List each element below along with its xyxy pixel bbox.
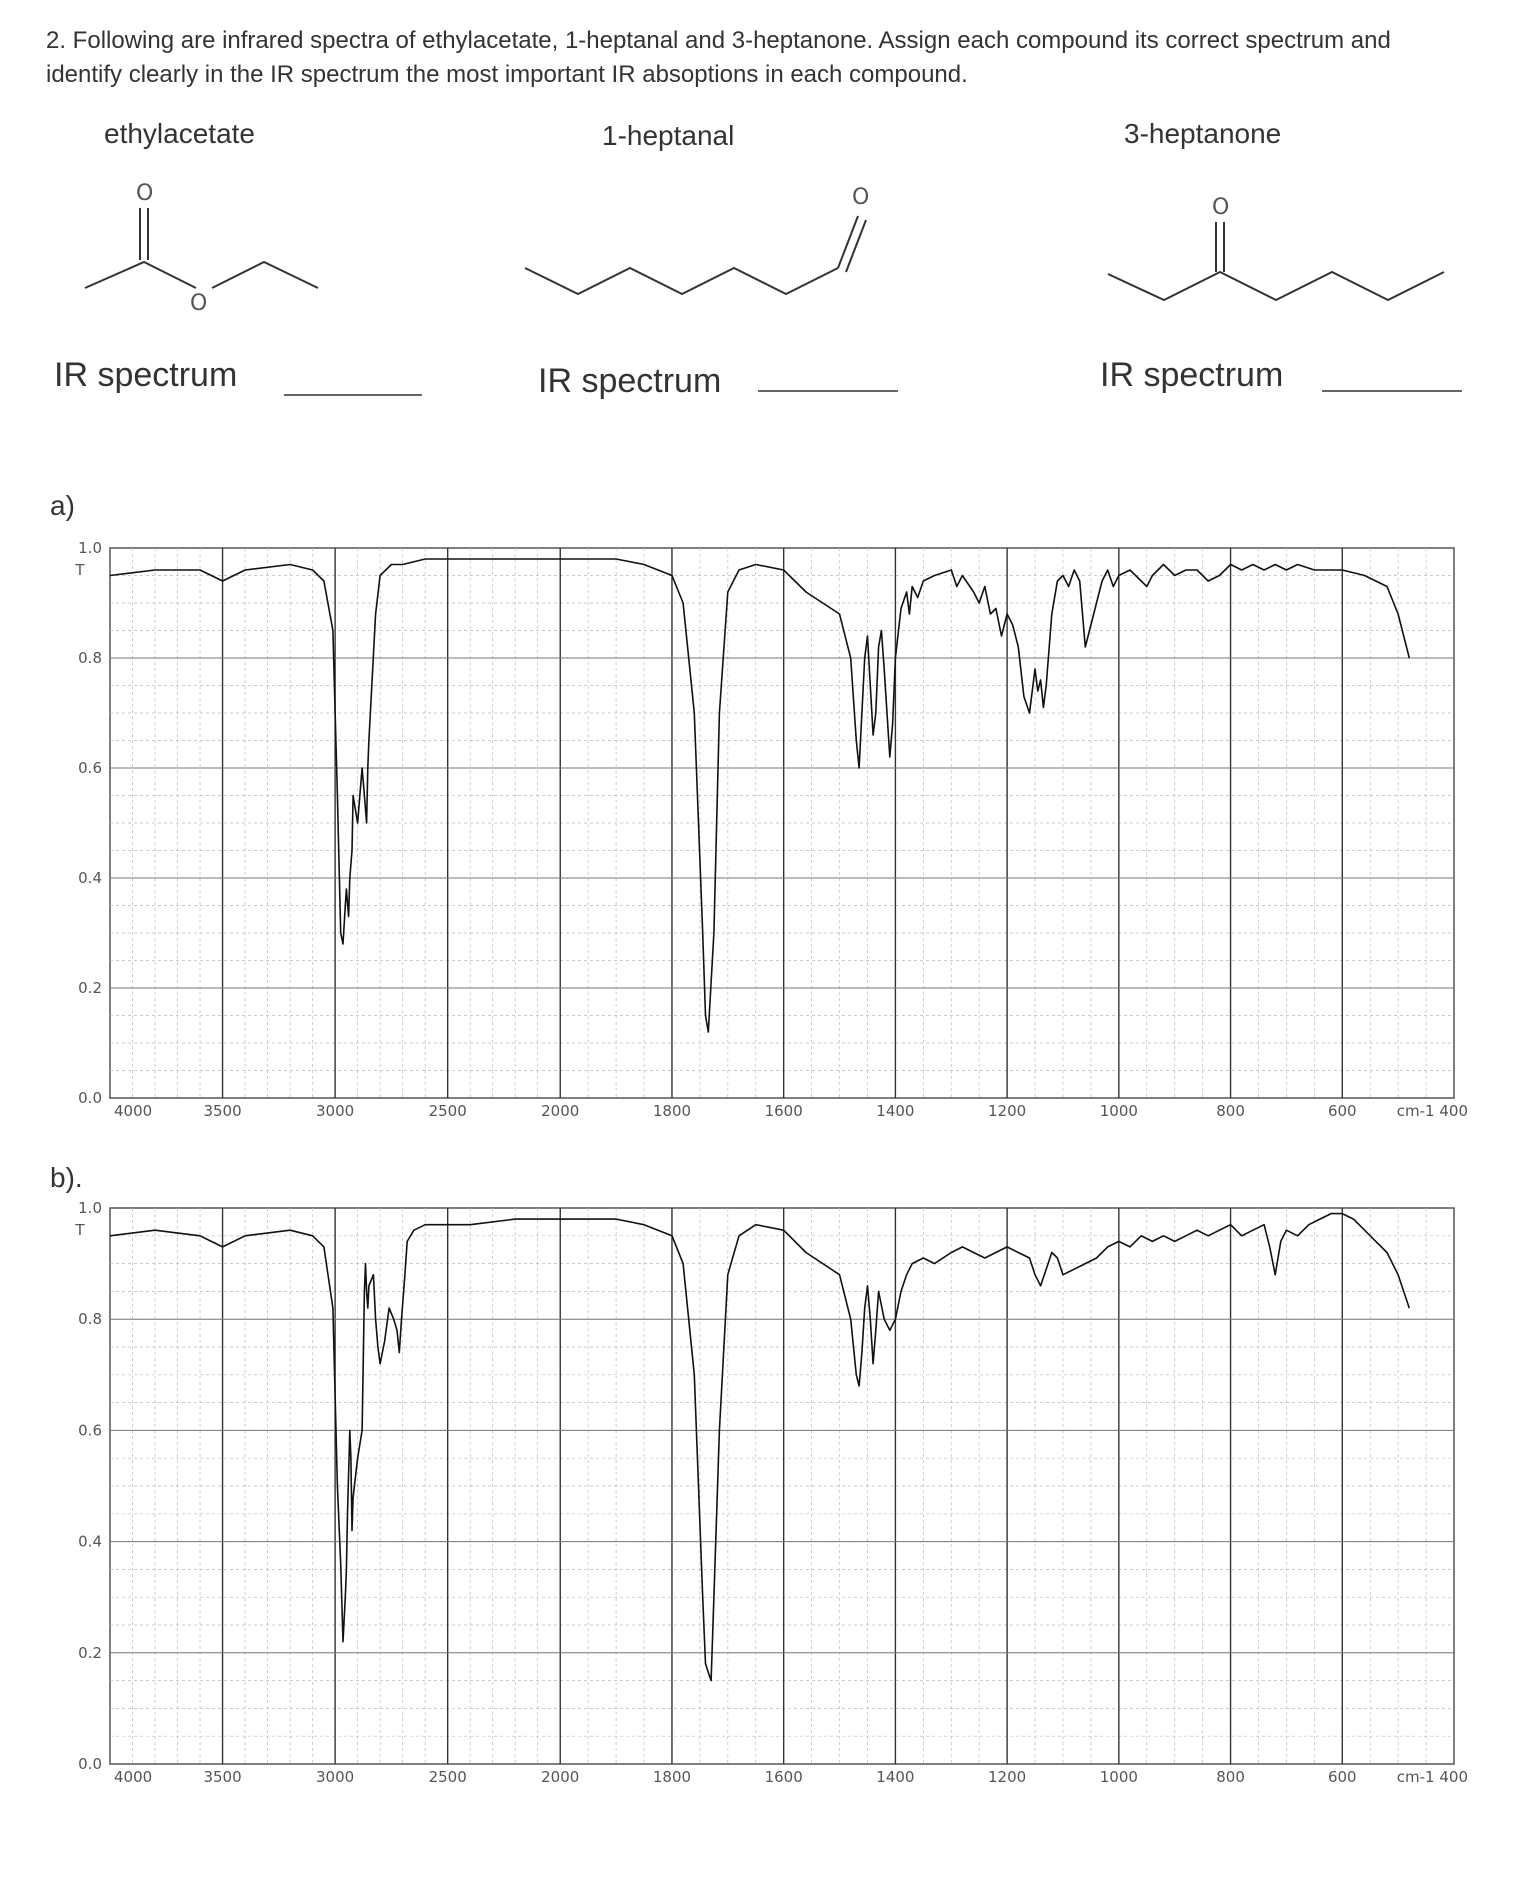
y-tick-label: 0.4 — [78, 1532, 102, 1551]
heptanal-chain — [525, 268, 838, 294]
x-tick-label: 1600 — [764, 1102, 803, 1120]
x-tick-label: 2500 — [428, 1768, 467, 1786]
carbonyl-oxygen-label: O — [136, 181, 154, 206]
y-tick-label: 0.6 — [78, 1421, 102, 1440]
x-axis-end-label: cm-1 400 — [1396, 1102, 1468, 1120]
x-tick-label: 1800 — [652, 1102, 692, 1120]
ester-oxygen-label: O — [190, 291, 208, 316]
x-tick-label: 1000 — [1099, 1102, 1138, 1120]
x-axis-end-label: cm-1 400 — [1396, 1768, 1468, 1786]
x-tick-label: 1000 — [1099, 1768, 1138, 1786]
compound-name-ethylacetate: ethylacetate — [104, 118, 255, 149]
question-text — [46, 24, 1486, 92]
x-tick-label: 3500 — [203, 1768, 242, 1786]
ir-spectrum-a-svg — [48, 536, 1476, 1132]
3-heptanone-structure — [1100, 190, 1460, 320]
x-tick-label: 1600 — [764, 1768, 803, 1786]
ir-label-1-heptanal: IR spectrum — [538, 362, 722, 400]
x-tick-label: 3500 — [203, 1102, 242, 1120]
answer-blank-ethylacetate[interactable] — [284, 394, 422, 396]
y-tick-label: 0.4 — [78, 869, 102, 887]
x-tick-label: 600 — [1327, 1768, 1357, 1786]
aldehyde-oxygen-label: O — [852, 185, 870, 210]
panel-label-b: b). — [50, 1162, 83, 1193]
ir-spectrum-a — [48, 536, 1476, 1132]
y-tick-label: 0.2 — [78, 1643, 102, 1662]
y-tick-label: 0.2 — [78, 979, 102, 997]
x-tick-label: 1200 — [988, 1102, 1027, 1120]
question-line-1: 2. Following are infrared spectra of ethylacetate, 1-heptanal and 3-heptanone. Assign each compound its correct spectrum and — [46, 27, 1391, 54]
1-heptanal-structure — [520, 180, 900, 320]
x-tick-label: 2000 — [541, 1768, 580, 1786]
y-tick-label: 1.0 — [78, 1199, 102, 1217]
x-tick-label: 3000 — [316, 1768, 355, 1786]
ir-spectrum-b-svg — [48, 1196, 1476, 1798]
x-tick-label: 3000 — [316, 1102, 355, 1120]
ir-label-3-heptanone: IR spectrum — [1100, 356, 1284, 394]
x-tick-label: 1200 — [988, 1768, 1027, 1786]
x-tick-label: 800 — [1216, 1102, 1245, 1120]
question-line-2: identify clearly in the IR spectrum the most important IR absoptions in each compound. — [46, 61, 968, 88]
panel-label-a: a) — [50, 490, 75, 521]
y-tick-label: 0.8 — [78, 649, 102, 667]
x-tick-label: 800 — [1216, 1768, 1245, 1786]
x-tick-label: 1800 — [652, 1768, 692, 1786]
y-tick-label: 1.0 — [78, 539, 102, 557]
x-tick-label: 2000 — [541, 1102, 580, 1120]
y-tick-label: 0.0 — [78, 1089, 102, 1107]
y-tick-label: 0.0 — [78, 1755, 102, 1773]
x-tick-label: 4000 — [114, 1768, 153, 1786]
x-tick-label: 4000 — [114, 1102, 153, 1120]
compound-name-1-heptanal: 1-heptanal — [602, 120, 735, 151]
ir-spectrum-b — [48, 1196, 1476, 1798]
compound-name-3-heptanone: 3-heptanone — [1124, 118, 1282, 149]
ethylacetate-structure — [60, 170, 340, 320]
y-tick-label: 0.6 — [78, 759, 102, 777]
ir-label-ethylacetate: IR spectrum — [54, 356, 238, 394]
x-tick-label: 600 — [1327, 1102, 1357, 1120]
x-tick-label: 1400 — [876, 1768, 915, 1786]
heptanone-chain — [1108, 272, 1444, 300]
x-tick-label: 2500 — [428, 1102, 467, 1120]
answer-blank-1-heptanal[interactable] — [758, 390, 898, 392]
ketone-oxygen-label: O — [1212, 195, 1230, 220]
y-tick-label: 0.8 — [78, 1310, 102, 1329]
ester-backbone — [85, 262, 196, 288]
y-axis-label: T — [75, 1221, 85, 1240]
x-tick-label: 1400 — [876, 1102, 915, 1120]
y-axis-label: T — [75, 561, 85, 579]
answer-blank-3-heptanone[interactable] — [1322, 390, 1462, 392]
